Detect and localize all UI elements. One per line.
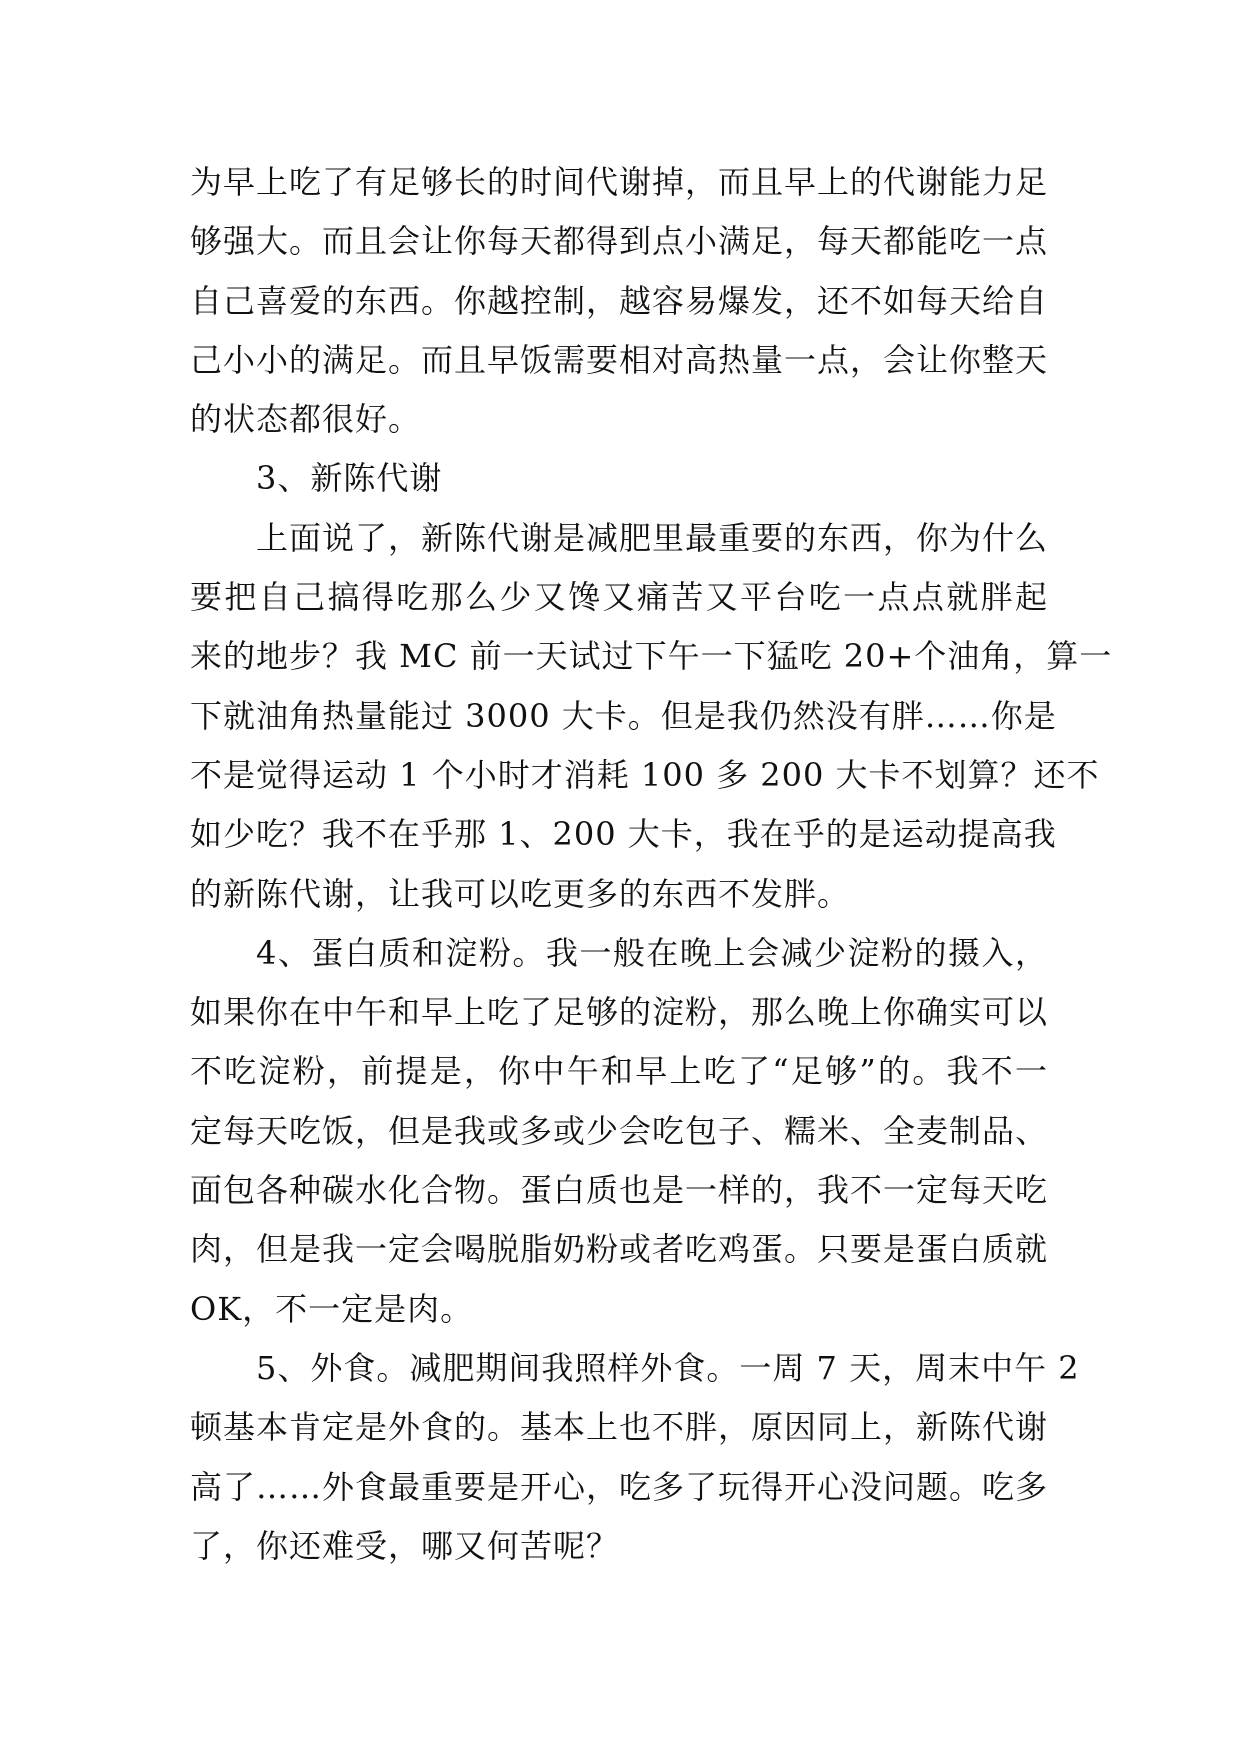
text-line: 肉，但是我一定会喝脱脂奶粉或者吃鸡蛋。只要是蛋白质就 [190,1230,1049,1269]
text-line: 如少吃？我不在乎那 1、200 大卡，我在乎的是运动提高我 [190,815,1057,854]
text-line: 的状态都很好。 [190,400,422,439]
text-line: 高了……外食最重要是开心，吃多了玩得开心没问题。吃多 [190,1467,1049,1506]
text-line: 来的地步？我 MC 前一天试过下午一下猛吃 20+个油角，算一 [190,637,1113,676]
paragraph-protein-starch [190,924,1048,1339]
paragraph-eating-out [190,1339,1080,1576]
text-line: 4、蛋白质和淀粉。我一般在晚上会减少淀粉的摄入， [256,933,1048,972]
section-heading-3 [190,449,1048,508]
text-line: 了，你还难受，哪又何苦呢？ [190,1526,620,1565]
paragraph-metabolism [190,509,1113,924]
text-line: 5、外食。减肥期间我照样外食。一周 7 天，周末中午 2 [256,1348,1080,1387]
paragraph-metabolism-breakfast [190,153,1048,449]
text-line: 不吃淀粉，前提是，你中午和早上吃了“足够”的。我不一 [190,1052,1048,1091]
text-line: 顿基本肯定是外食的。基本上也不胖，原因同上，新陈代谢 [190,1408,1049,1447]
text-line: 下就油角热量能过 3000 大卡。但是我仍然没有胖……你是 [190,696,1057,735]
text-line: 的新陈代谢，让我可以吃更多的东西不发胖。 [190,874,851,913]
text-line: 定每天吃饭，但是我或多或少会吃包子、糯米、全麦制品、 [190,1111,1049,1150]
text-line: 为早上吃了有足够长的时间代谢掉，而且早上的代谢能力足 [190,163,1049,201]
text-line: 如果你在中午和早上吃了足够的淀粉，那么晚上你确实可以 [190,993,1049,1032]
text-line: 自己喜爱的东西。你越控制，越容易爆发，还不如每天给自 [190,281,1049,320]
document-body [190,153,1113,1576]
text-line: 不是觉得运动 1 个小时才消耗 100 多 200 大卡不划算？还不 [190,755,1100,794]
section-heading-text: 3、新陈代谢 [256,459,443,498]
text-line: 够强大。而且会让你每天都得到点小满足，每天都能吃一点 [190,222,1049,261]
text-line: 上面说了，新陈代谢是减肥里最重要的东西，你为什么 [256,518,1049,557]
text-line: 己小小的满足。而且早饭需要相对高热量一点，会让你整天 [190,340,1049,379]
text-line: 面包各种碳水化合物。蛋白质也是一样的，我不一定每天吃 [190,1171,1049,1210]
text-line: OK，不一定是肉。 [190,1289,474,1328]
text-line: 要把自己搞得吃那么少又馋又痛苦又平台吃一点点就胖起 [190,578,1048,617]
